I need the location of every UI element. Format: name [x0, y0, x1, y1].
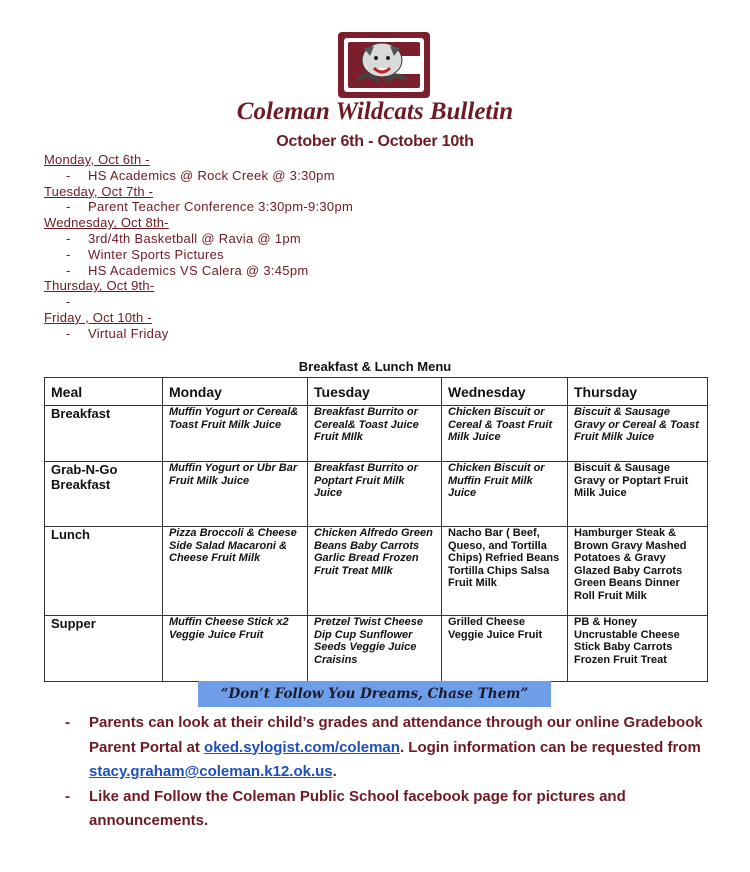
menu-title: Breakfast & Lunch Menu: [298, 359, 452, 374]
schedule-day: Wednesday, Oct 8th-: [44, 215, 169, 231]
schedule-day: Tuesday, Oct 7th -: [44, 183, 154, 199]
menu-row: [45, 462, 708, 527]
menu-cell: Pizza Broccoli & Cheese Side Salad Macaroni & Cheese Fruit Milk: [163, 527, 308, 616]
menu-cell: Grilled Cheese Veggie Juice Fruit: [442, 616, 568, 682]
schedule-day: Thursday, Oct 9th-: [44, 278, 155, 294]
menu-cell: Muffin Cheese Stick x2 Veggie Juice Fruit: [163, 616, 308, 682]
menu-cell: PB & Honey Uncrustable Cheese Stick Baby Carrots Frozen Fruit Treat: [568, 616, 708, 682]
bulletin-dates: October 6th - October 10th: [276, 133, 474, 150]
schedule-day: Monday, Oct 6th -: [44, 152, 150, 167]
schedule-day: Friday , Oct 10th -: [44, 309, 152, 325]
menu-cell: Muffin Yogurt or Ubr Bar Fruit Milk Juice: [163, 462, 308, 527]
menu-cell: Hamburger Steak & Brown Gravy Mashed Potatoes & Gravy Glazed Baby Carrots Green Beans Dinner Roll Fruit Milk: [568, 527, 708, 616]
meal-label: Supper: [45, 616, 163, 682]
school-logo: [334, 30, 434, 100]
schedule-event: - Winter Sports Pictures: [66, 246, 224, 262]
announcements: [65, 711, 715, 834]
announcement-item: - Parents can look at their child’s grades and attendance through our online Gradebook Parent Portal at oked.sylogist.com/coleman. Login information can be requested from stacy.graham@coleman.k12.ok.us.: [65, 714, 703, 780]
menu-header-row: [45, 378, 708, 406]
menu-header: Tuesday: [308, 378, 442, 406]
menu-row: [45, 406, 708, 462]
menu-row: [45, 616, 708, 682]
menu-header: Meal: [45, 378, 163, 406]
menu-table: [44, 377, 708, 682]
schedule-event: - HS Academics VS Calera @ 3:45pm: [66, 262, 309, 278]
menu-cell: Biscuit & Sausage Gravy or Poptart Fruit Milk Juice: [568, 462, 708, 527]
menu-cell: Chicken Alfredo Green Beans Baby Carrots Garlic Bread Frozen Fruit Treat MIlk: [308, 527, 442, 616]
bulletin-title: Coleman Wildcats Bulletin: [236, 98, 514, 125]
weekly-schedule: [44, 152, 704, 342]
schedule-event: - HS Academics @ Rock Creek @ 3:30pm: [66, 167, 335, 183]
schedule-event: -: [66, 294, 71, 310]
schedule-event: - 3rd/4th Basketball @ Ravia @ 1pm: [66, 230, 302, 246]
menu-header: Wednesday: [442, 378, 568, 406]
menu-header: Monday: [163, 378, 308, 406]
menu-cell: Chicken Biscuit or Muffin Fruit Milk Juice: [442, 462, 568, 527]
menu-cell: Nacho Bar ( Beef, Queso, and Tortilla Chips) Refried Beans Tortilla Chips Salsa Fruit Milk: [442, 527, 568, 616]
menu-cell: Chicken Biscuit or Cereal & Toast Fruit Milk Juice: [442, 406, 568, 462]
menu-cell: Biscuit & Sausage Gravy or Cereal & Toast Fruit Milk Juice: [568, 406, 708, 462]
menu-cell: Breakfast Burrito or Poptart Fruit Milk Juice: [308, 462, 442, 527]
menu-row: [45, 527, 708, 616]
menu-cell: Breakfast Burrito or Cereal& Toast Juice Fruit MIlk: [308, 406, 442, 462]
announcement-item: - Like and Follow the Coleman Public School facebook page for pictures and announcements.: [65, 787, 626, 829]
meal-label: Grab-N-Go Breakfast: [45, 462, 163, 527]
meal-label: Breakfast: [45, 406, 163, 462]
menu-cell: Muffin Yogurt or Cereal& Toast Fruit Milk Juice: [163, 406, 308, 462]
motivational-quote: “Don’t Follow You Dreams, Chase Them”: [198, 681, 551, 707]
menu-cell: Pretzel Twist Cheese Dip Cup Sunflower Seeds Veggie Juice Craisins: [308, 616, 442, 682]
email-link[interactable]: stacy.graham@coleman.k12.ok.us: [89, 763, 333, 780]
gradebook-link[interactable]: oked.sylogist.com/coleman: [204, 738, 400, 756]
schedule-event: - Parent Teacher Conference 3:30pm-9:30pm: [66, 199, 354, 215]
menu-header: Thursday: [568, 378, 708, 406]
schedule-event: - Virtual Friday: [66, 325, 169, 341]
meal-label: Lunch: [45, 527, 163, 616]
